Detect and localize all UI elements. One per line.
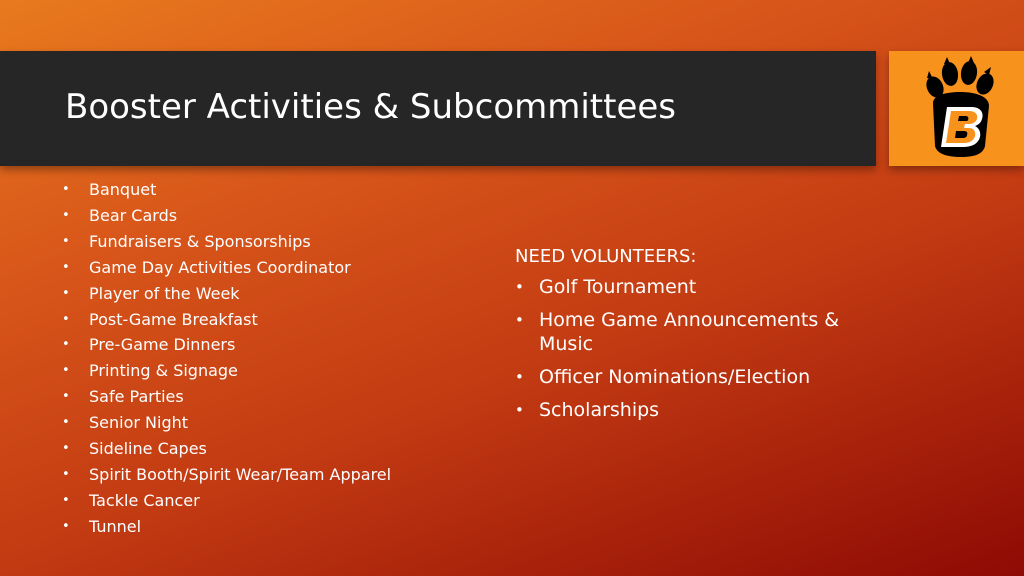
list-item: • Bear Cards (62, 203, 391, 229)
list-item: • Sideline Capes (62, 436, 391, 462)
volunteers-heading: NEED VOLUNTEERS: (515, 246, 697, 267)
slide-title: Booster Activities & Subcommittees (65, 87, 677, 127)
list-item: • Pre-Game Dinners (62, 332, 391, 358)
list-item: • Banquet (62, 177, 391, 203)
list-item: • Scholarships (515, 398, 855, 422)
list-item: • Fundraisers & Sponsorships (62, 229, 391, 255)
list-item: • Post-Game Breakfast (62, 307, 391, 333)
list-item: • Golf Tournament (515, 275, 855, 299)
list-item: • Game Day Activities Coordinator (62, 255, 391, 281)
logo-box (889, 51, 1024, 166)
list-item: • Player of the Week (62, 281, 391, 307)
volunteers-section (515, 243, 855, 431)
activities-list (62, 177, 391, 540)
list-item: • Officer Nominations/Election (515, 365, 855, 389)
list-item: • Senior Night (62, 410, 391, 436)
list-item: • Printing & Signage (62, 358, 391, 384)
list-item: • Tackle Cancer (62, 488, 391, 514)
list-item: • Safe Parties (62, 384, 391, 410)
bear-paw-icon (889, 51, 1024, 166)
list-item: • Tunnel (62, 514, 391, 540)
list-item: • Spirit Booth/Spirit Wear/Team Apparel (62, 462, 391, 488)
list-item: • Home Game Announcements & Music (515, 308, 855, 356)
volunteers-list (515, 275, 855, 422)
